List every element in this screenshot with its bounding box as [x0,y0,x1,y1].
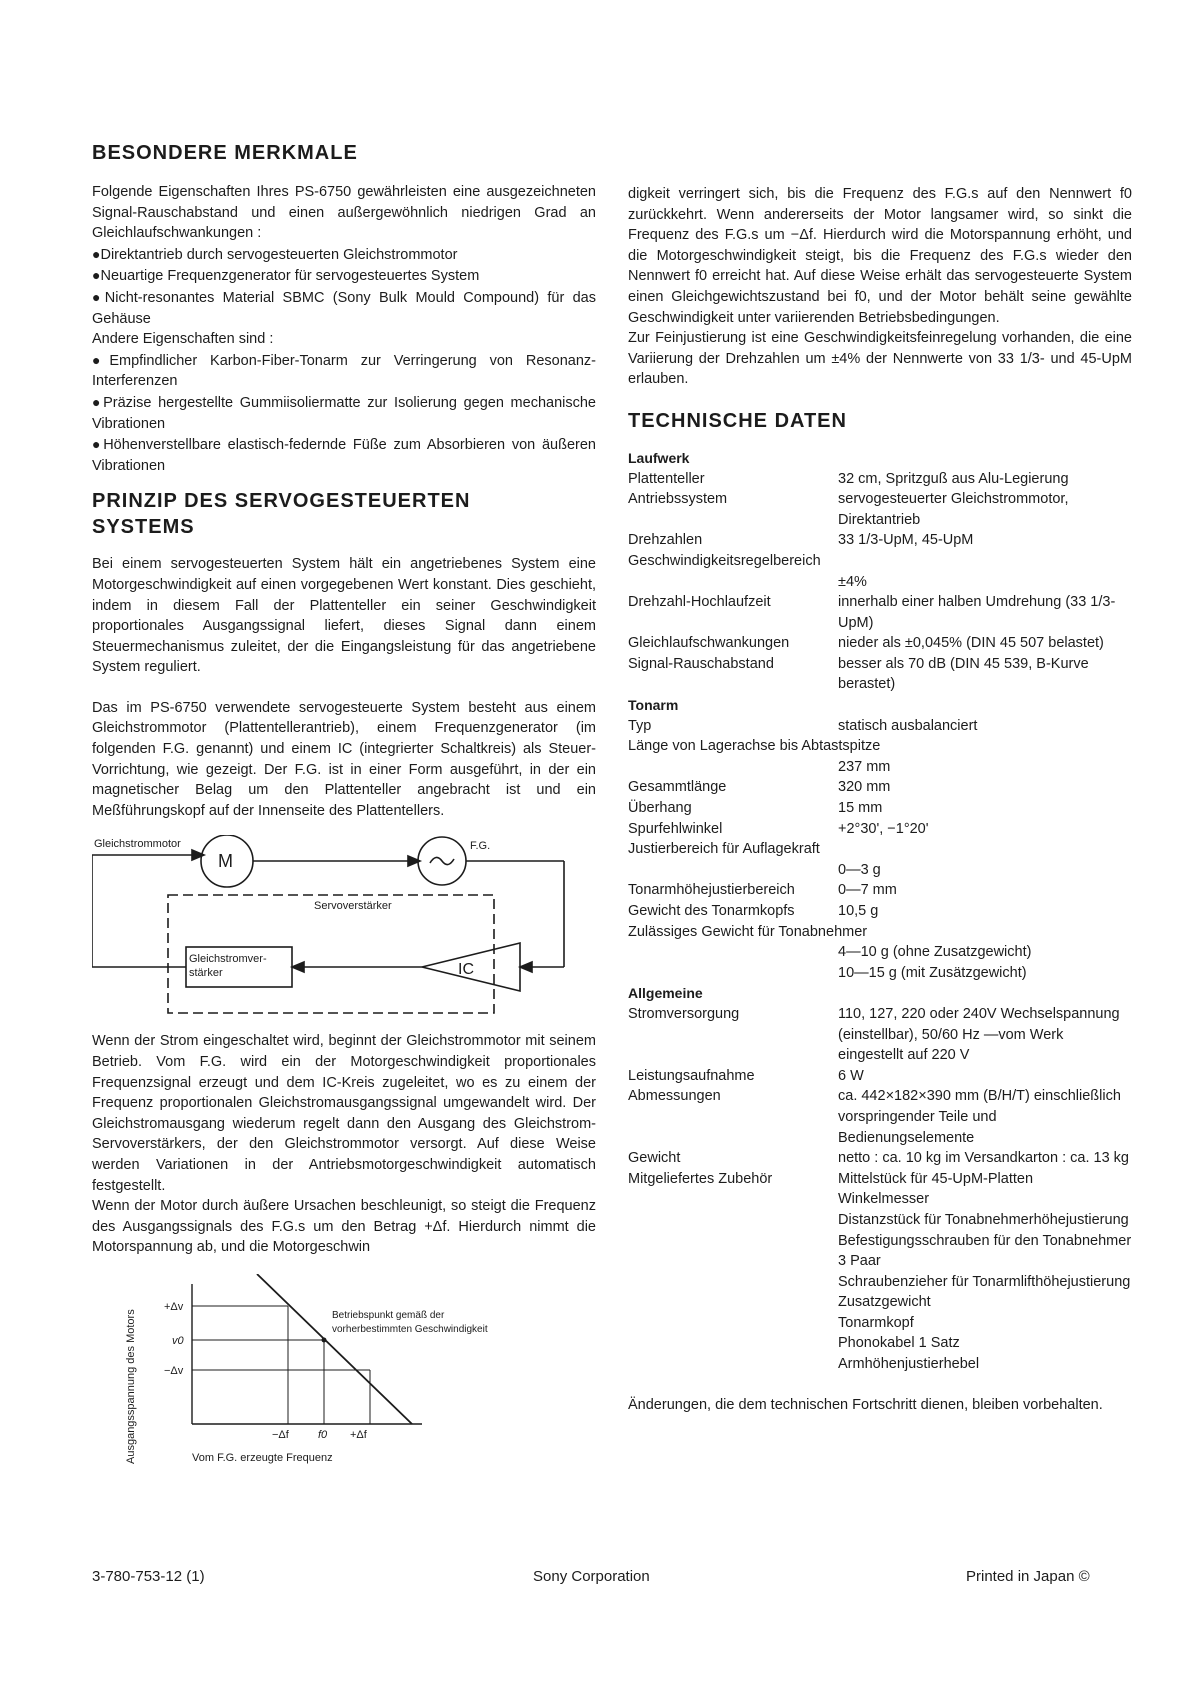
servo-block-diagram [92,835,596,1025]
table-row: Gewicht des Tonarmkopfs 10,5 g [628,903,879,919]
table-row: Gewicht netto : ca. 10 kg im Versandkarton : ca. 13 kg [628,1150,1129,1167]
list-item: ●Nicht-resonantes Material SBMC (Sony Bulk Mould Compound) für das Gehäuse [92,288,596,327]
list-item: Tonarmkopf [838,1314,914,1331]
tonarm-title: Tonarm [628,697,679,714]
change-note: Änderungen, die dem technischen Fortschritt dienen, bleiben vorbehalten. [628,1396,1103,1413]
table-row: Gesammtlänge 320 mm [628,779,891,796]
specs-heading: TECHNISCHE DATEN [628,409,847,432]
x-tick-label: −Δf [272,1428,289,1441]
allgemeine-table [628,1004,1132,1375]
list-item: ●Direktantrieb durch servogesteuerten Gleichstrommotor [92,245,458,263]
table-row: Spurfehlwinkel +2°30', −1°20' [628,820,929,837]
table-row: 4—10 g (ohne Zusatzgewicht) [838,944,1032,961]
principle-paragraph-5: digkeit verringert sich, bis die Frequenz des F.G.s auf den Nennwert f0 zurückkehrt. Wenn andererseits der Motor langsamer wird, so sinkt die Frequenz des F.G.s um −Δf. Hierdurch wird die Motorspannung erhöht, und die Motorgeschwindigkeit steigt, bis die Frequenz des F.G.s wieder den Nennwert f0 erreicht hat. Auf diese Weise erhält das servogesteuerte System einen Gleichgewichtszustand bei f0, und der Motor behält seine gewählte Geschwindigkeit unter variierenden Betriebsbedingungen. [628,186,1132,326]
table-row: Typ statisch ausbalanciert [628,717,978,734]
list-item: ●Empfindlicher Karbon-Fiber-Tonarm zur Verringerung von Resonanz-Interferenzen [92,351,596,390]
tonarm-table [628,716,1132,984]
left-column [92,140,596,1474]
document-code: 3-780-753-12 (1) [92,1568,205,1585]
principle-heading: PRINZIP DES SERVOGESTEUERTEN SYSTEMS [92,490,471,539]
bullet-icon: ● [92,351,110,368]
table-row: Länge von Lagerachse bis Abtastspitze [628,738,881,755]
x-tick-label: f0 [318,1428,328,1441]
list-item: Mittelstück für 45-UpM-Platten [838,1170,1034,1187]
features-heading: BESONDERE MERKMALE [92,142,358,164]
dc-amp-label-line2: stärker [189,967,223,980]
table-row: Drehzahl-Hochlaufzeit innerhalb einer halben Umdrehung (33 1/3-UpM) [628,594,1116,631]
servo-label: Servoverstärker [314,900,392,913]
list-item: Zusatzgewicht [838,1294,931,1311]
arrow-icon [520,962,532,972]
list-item: ●Höhenverstellbare elastisch-federnde Füße zum Absorbieren von äußeren Vibrationen [92,436,596,474]
y-tick-label: −Δv [164,1364,184,1377]
bullet-icon: ● [92,245,101,262]
table-row: Signal-Rauschabstand besser als 70 dB (DIN 45 539, B-Kurve berastet) [628,655,1089,693]
annotation-line-1: Betriebspunkt gemäß der [332,1309,445,1321]
right-column [628,184,1132,1415]
principle-paragraph-2: Das im PS-6750 verwendete servogesteuerte System besteht aus einem Gleichstrommotor (Plattentellerantrieb), einem Frequenzgenerator (im folgenden F.G. genannt) und einem IC (integrierter Schaltkreis) als Steuer-Vorrichtung, wie gezeigt. Der F.G. ist in einer Form ausgeführt, in der ein magnetischer Belag um den Plattenteller angebracht ist und ein Meßführungskopf auf der Innenseite des Plattentellers. [92,699,596,819]
table-row: Plattenteller 32 cm, Spritzguß aus Alu-Legierung [628,470,1069,487]
list-item: ●Neuartige Frequenzgenerator für servogesteuertes System [92,267,480,285]
table-row: Antriebssystem servogesteuerter Gleichstrommotor, Direktantrieb [628,491,1069,528]
bullet-icon: ● [92,267,101,284]
list-item: Befestigungsschrauben für den Tonabnehmer 3 Paar [838,1232,1132,1270]
principle-paragraph-3: Wenn der Strom eingeschaltet wird, beginnt der Gleichstrommotor mit seinem Betrieb. Vom F.G. wird ein der Motorgeschwindigkeit proportionales Frequenzsignal erzeugt und dem IC-Kreis zugeleitet, wo es zu einem der Frequenz proportionalen Gleichstromausgangssignal umgewandelt wird. Der Gleichstromausgang wiederum regelt dann den Ausgang des Gleichstrom-Servoverstärkers, der den Gleichstrommotor versorgt. Auf diese Weise werden Variationen in der Antriebsmotorgeschwindigkeit automatisch festgestellt. [92,1033,596,1194]
table-row: ±4% [838,573,867,590]
accessory-list [838,1169,1132,1375]
dc-amp-label-line1: Gleichstromver- [189,953,267,966]
y-tick-label: +Δv [164,1300,184,1313]
laufwerk-title: Laufwerk [628,449,690,466]
table-row: 237 mm [838,758,891,775]
operating-point-marker [322,1337,327,1342]
table-row: Geschwindigkeitsregelbereich [628,552,821,569]
table-row: Gleichlaufschwankungen nieder als ±0,045% (DIN 45 507 belastet) [628,635,1104,652]
principle-paragraph-4: Wenn der Motor durch äußere Ursachen beschleunigt, so steigt die Frequenz des Ausgangssignals des F.G.s um den Betrag +Δf. Hierdurch nimmt die Motorspannung ab, und die Motorgeschwin [92,1198,596,1256]
fg-label: F.G. [470,840,491,853]
block-diagram-svg [92,835,596,1025]
table-row: Zulässiges Gewicht für Tonabnehmer [628,923,868,940]
list-item: Distanzstück für Tonabnehmerhöhejustierung [838,1211,1129,1228]
table-row: 0—3 g [838,861,881,878]
list-item: Winkelmesser [838,1191,930,1208]
bullet-icon: ● [92,436,104,453]
ic-label: IC [458,961,474,979]
motor-symbol-text: M [218,851,233,872]
table-row: Abmessungen ca. 442×182×390 mm (B/H/T) einschließlich vorspringender Teile und Bedienungselemente [628,1088,1121,1146]
principle-paragraph-6: Zur Feinjustierung ist eine Geschwindigkeitsfeinregelung vorhanden, die eine Variierung der Drehzahlen um ±4% der Nennwerte von 33 1/3- und 45-UpM erlauben. [628,330,1132,388]
laufwerk-table [628,469,1132,696]
frequency-voltage-graph [92,1274,572,1474]
table-row: Drehzahlen 33 1/3-UpM, 45-UpM [628,532,974,549]
features-intro: Folgende Eigenschaften Ihres PS-6750 gewährleisten eine ausgezeichneten Signal-Rauschabstand und einen außergewöhnlich niedrigen Grad an Gleichlaufschwankungen : [92,184,596,242]
characteristic-line [257,1274,412,1424]
features-list-2 [92,350,596,477]
annotation-line-2: vorherbestimmten Geschwindigkeit [332,1323,488,1335]
list-item: Phonokabel 1 Satz [838,1335,960,1352]
table-row: Justierbereich für Auflagekraft [628,841,820,858]
table-row: Leistungsaufnahme 6 W [628,1067,864,1084]
printed-in: Printed in Japan © [966,1568,1090,1585]
list-item: Armhöhenjustierhebel [838,1356,980,1373]
sine-wave-icon [430,858,454,865]
table-row: 10—15 g (mit Zusätzgewicht) [838,964,1027,981]
features-list-1 [92,244,596,329]
motor-label: Gleichstrommotor [94,838,181,851]
table-row: Tonarmhöhejustierbereich 0—7 mm [628,882,897,899]
other-features-intro: Andere Eigenschaften sind : [92,331,274,348]
bullet-icon: ● [92,393,104,410]
graph-svg [92,1274,572,1474]
principle-paragraph-1: Bei einem servogesteuerten System hält ein angetriebenes System eine Motorgeschwindigkeit auf einen vorgegebenen Wert konstant. Dies geschieht, indem in diesem Fall der Plattenteller ein seiner Geschwindigkeit proportionales Ausgangssignal liefert, dieses Signal dann einem Steuermechanismus zuleitet, der die Eingangsleistung für das angetriebene System reguliert. [92,556,596,676]
x-axis-label: Vom F.G. erzeugte Frequenz [192,1451,333,1464]
y-axis-label: Ausgangsspannung des Motors [125,1309,137,1464]
table-row: Stromversorgung 110, 127, 220 oder 240V Wechselspannung (einstellbar), 50/60 Hz —vom Werk eingestellt auf 220 V [628,1005,1120,1064]
arrow-icon [292,962,304,972]
list-item: ●Präzise hergestellte Gummiisoliermatte zur Isolierung gegen mechanische Vibrationen [92,393,596,432]
bullet-icon: ● [92,288,105,305]
table-row: Überhang 15 mm [628,800,883,817]
allgemeine-title: Allgemeine [628,985,703,1002]
company-name: Sony Corporation [533,1568,650,1585]
table-row: Mitgeliefertes Zubehör Mittelstück für 45-UpM-Platten Winkelmesser Distanzstück für Tonabnehmerhöhejustierung Befestigungsschrauben für den Tonabnehmer 3 Paar Schraubenzieher für Tonarmlifthöhejustierung Zusatzgewicht Tonarmkopf Phonokabel 1 Satz Armhöhenjustierhebel [628,1169,1132,1375]
y-tick-label: v0 [172,1334,184,1347]
list-item: Schraubenzieher für Tonarmlifthöhejustierung [838,1273,1131,1290]
x-tick-label: +Δf [350,1428,367,1441]
